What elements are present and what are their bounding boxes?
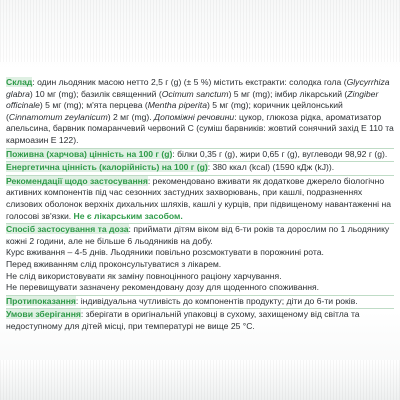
- contraindications-section: Протипоказання: індивідуальна чутливість до компонентів продукту; діти до 6-ти років.: [6, 295, 394, 308]
- auxiliary-heading: Допоміжні речовини: [154, 111, 235, 122]
- usage-consult: Перед вживанням слід проконсультуватися з лікарем.: [6, 258, 222, 269]
- nutrition-section: Поживна (харчова) цінність на 100 г (g): білки 0,35 г (g), жири 0,65 г (g), вуглеводи 98,92 г (g).: [6, 148, 394, 161]
- not-medicine-notice: Не є лікарським засобом.: [73, 210, 183, 221]
- energy-heading: Енергетична цінність (калорійність) на 100 г (g): [6, 162, 208, 173]
- bottom-crimp-seal: [0, 360, 400, 400]
- usage-course: Курс вживання – 4-5 днів. Льодяники повільно розсмоктувати в порожнині рота.: [6, 247, 324, 258]
- composition-section: Склад: один льодяник масою нетто 2,5 г (g) (± 5 %) містить екстракти: солодка гола (Glycyrrhiza glabra) 10 мг (mg); базилік священний (Ocimum sanctum) 5 мг (mg); імбир лікарський (Zingiber officinale) 5 мг (mg); м'ята перцева (Mentha piperita) 5 мг (mg); коричник цейлонський (Cinnamomum zeylanicum) 2 мг (mg). Допоміжні речовини: цукор, глюкоза рідка, ароматизатор апельсина, барвник помаранчевий червоний С (суміш барвників: жовтий сонячний захід Е 110 та кармоазин Е 122).: [6, 77, 394, 145]
- nutrition-heading: Поживна (харчова) цінність на 100 г (g): [6, 148, 173, 159]
- recommendations-heading: Рекомендації щодо застосування: [6, 175, 148, 186]
- top-crimp-seal: [0, 0, 400, 62]
- storage-heading: Умови зберігання: [6, 309, 81, 320]
- energy-section: Енергетична цінність (калорійність) на 100 г (g): 380 ккал (kcal) (1590 кДж (kJ)).: [6, 161, 394, 174]
- usage-section: Спосіб застосування та доза: приймати дітям віком від 6-ти років та дорослим по 1 льодянику кожні 2 години, але не більше 6 льодяників на добу.: [6, 223, 394, 247]
- usage-dose-warning: Не перевищувати зазначену рекомендовану дозу для щоденного споживання.: [6, 282, 320, 293]
- composition-heading: Склад: [6, 77, 33, 87]
- contraindications-heading: Протипоказання: [6, 295, 76, 306]
- storage-section: Умови зберігання: зберігати в оригінальній упаковці в сухому, захищеному від світла та недоступному для дітей місці, при температурі не вище 25 °С.: [6, 308, 394, 332]
- product-label: [6, 77, 394, 332]
- recommendations-section: Рекомендації щодо застосування: рекомендовано вживати як додаткове джерело біологічно активних компонентів під час сезонних застудних захворювань, при кашлі, подразненнях слизових оболонок верхніх дихальних шляхів, кашлі у курців, при підвищеному навантаженні на голосові зв'язки. Не є лікарським засобом.: [6, 175, 394, 222]
- usage-diet-warning: Не слід використовувати як заміну повноцінного раціону харчування.: [6, 270, 282, 281]
- usage-heading: Спосіб застосування та доза: [6, 224, 129, 235]
